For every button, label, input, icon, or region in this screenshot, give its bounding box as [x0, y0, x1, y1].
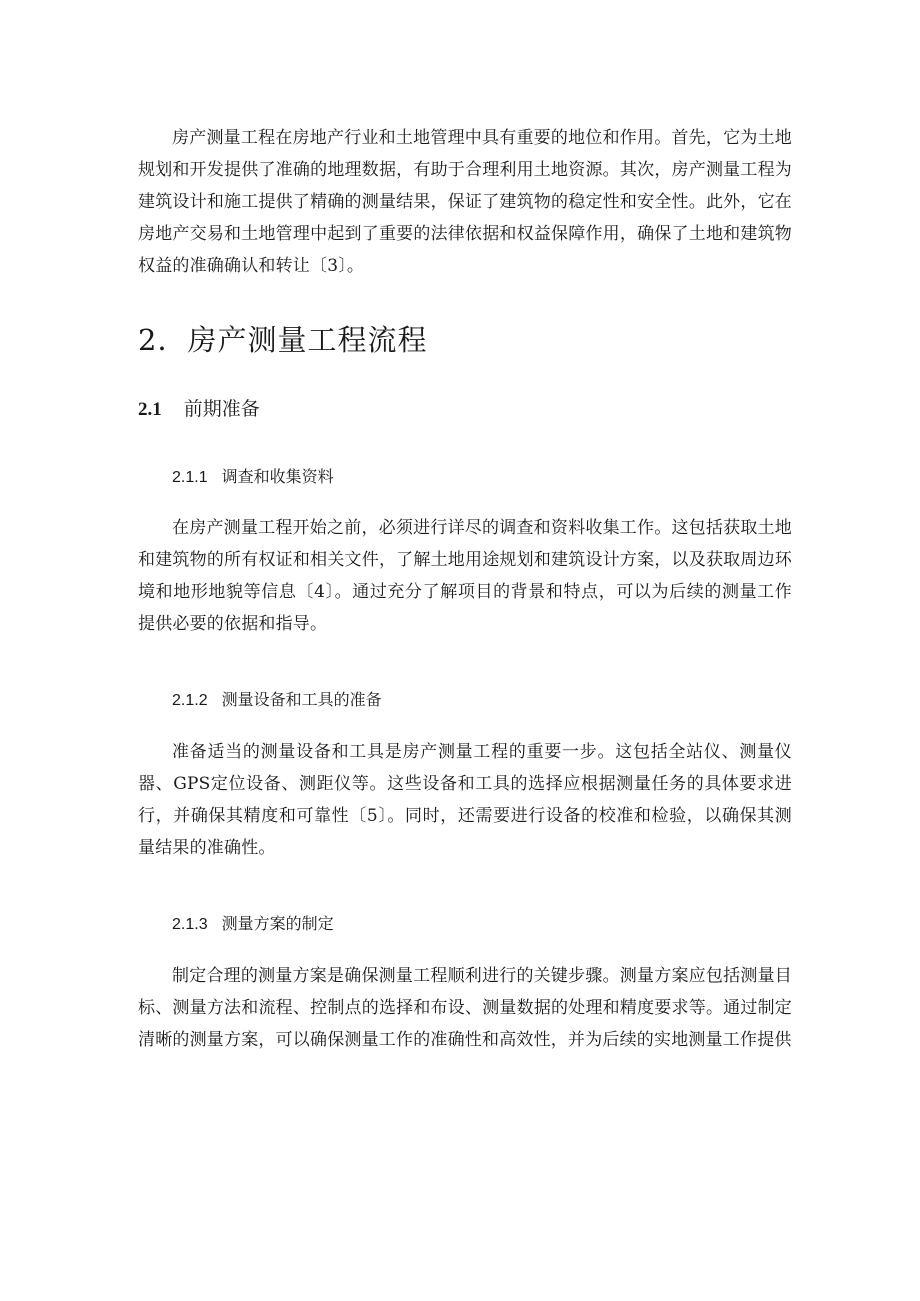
intro-paragraph: 房产测量工程在房地产行业和土地管理中具有重要的地位和作用。首先，它为土地规划和开发提供了准确的地理数据，有助于合理利用土地资源。其次，房产测量工程为建筑设计和施工提供了精确的测量结果，保证了建筑物的稳定性和安全性。此外，它在房地产交易和土地管理中起到了重要的法律依据和权益保障作用，确保了土地和建筑物权益的准确确认和转让〔3〕。: [138, 128, 792, 276]
item-paragraph-3: 制定合理的测量方案是确保测量工程顺利进行的关键步骤。测量方案应包括测量目标、测量方法和流程、控制点的选择和布设、测量数据的处理和精度要求等。通过制定清晰的测量方案，可以确保测量工作的准确性和高效性，并为后续的实地测量工作提供: [138, 966, 792, 1050]
item-heading-2: [172, 687, 382, 710]
item-paragraph-1: 在房产测量工程开始之前，必须进行详尽的调查和资料收集工作。这包括获取土地和建筑物的所有权证和相关文件，了解土地用途规划和建筑设计方案，以及获取周边环境和地形地貌等信息〔4〕。通过充分了解项目的背景和特点，可以为后续的测量工作提供必要的依据和指导。: [138, 518, 792, 634]
item-title: 测量设备和工具的准备: [221, 690, 382, 709]
subsection-title: 前期准备: [183, 398, 260, 420]
subsection-number: 2.1: [138, 399, 162, 420]
item-title: 测量方案的制定: [221, 914, 334, 933]
item-number: 2.1.2: [172, 692, 208, 709]
subsection-heading: [138, 394, 260, 421]
item-heading-1: [172, 464, 334, 487]
item-number: 2.1.1: [172, 469, 208, 486]
section-heading: 2．房产测量工程流程: [138, 323, 428, 357]
item-number: 2.1.3: [172, 916, 208, 933]
item-heading-3: [172, 911, 334, 934]
item-title: 调查和收集资料: [221, 467, 334, 486]
item-paragraph-2: 准备适当的测量设备和工具是房产测量工程的重要一步。这包括全站仪、测量仪器、GPS定位设备、测距仪等。这些设备和工具的选择应根据测量任务的具体要求进行，并确保其精度和可靠性〔5〕。同时，还需要进行设备的校准和检验，以确保其测量结果的准确性。: [138, 742, 792, 858]
